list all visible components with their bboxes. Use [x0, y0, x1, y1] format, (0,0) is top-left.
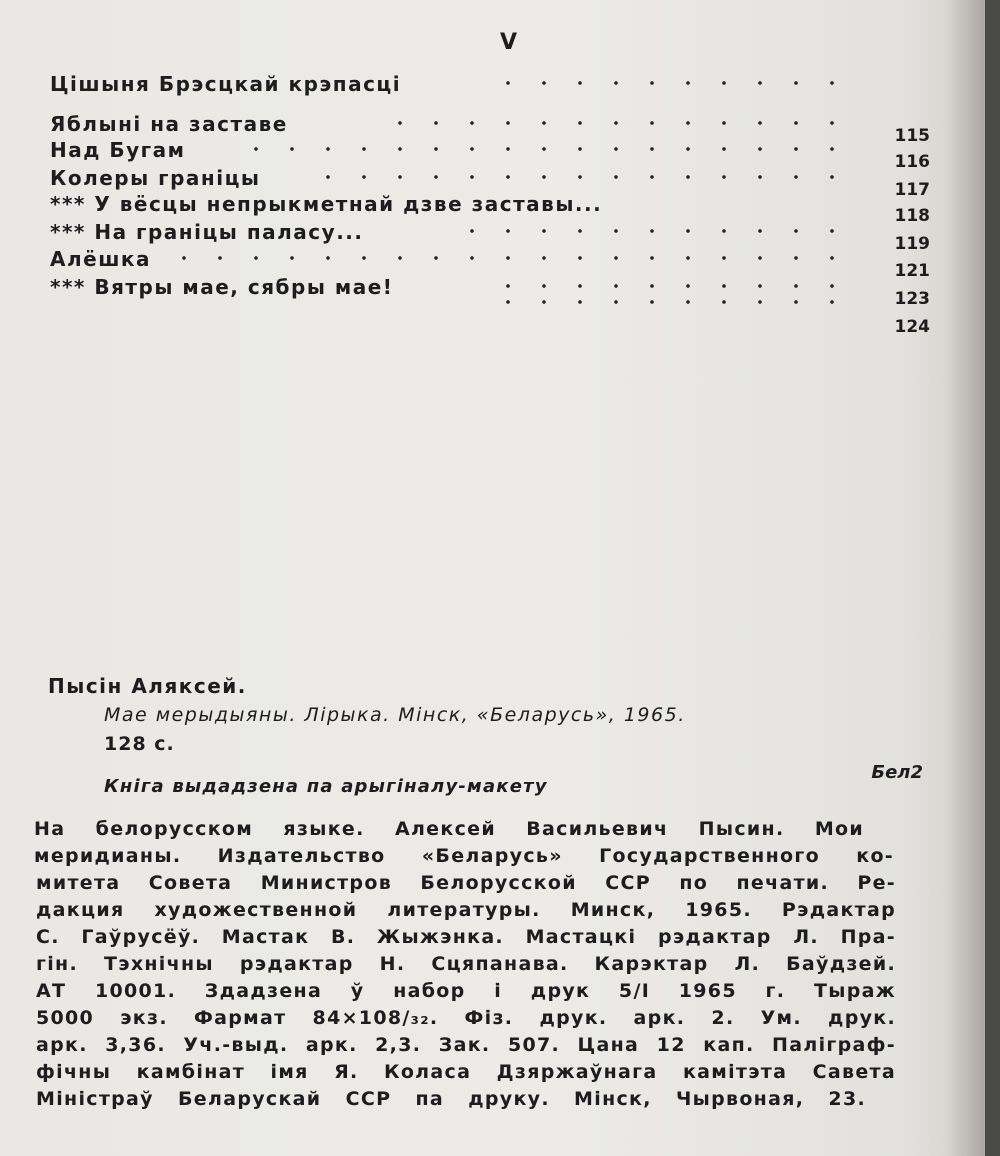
- toc-leader-dots: [470, 228, 850, 234]
- toc-leader-dots: [490, 283, 850, 289]
- toc-entry-page: 119: [894, 234, 930, 254]
- toc-entry-title: *** Вятры мае, сябры мае!: [50, 275, 394, 299]
- toc-entry-page: 115: [894, 126, 930, 146]
- toc-entry: [50, 72, 930, 100]
- toc-entry-page: 116: [894, 152, 930, 172]
- colophon-code: Бел2: [871, 762, 923, 783]
- toc-entry: [50, 166, 930, 200]
- colophon-author: Пысін Аляксей.: [48, 674, 247, 698]
- imprint-line: Міністраў Беларускай ССР па друку. Мінск, Чырвоная, 23.: [36, 1088, 866, 1110]
- toc-leader-dots: [310, 174, 850, 180]
- imprint-line: митета Совета Министров Белорусской ССР по печати. Ре-: [36, 872, 896, 894]
- toc-entry-title: Яблыні на заставе: [50, 112, 288, 136]
- toc-entry: [50, 303, 930, 337]
- toc-entry: [50, 112, 930, 146]
- toc-leader-dots: [390, 120, 850, 126]
- imprint-line: 5000 экз. Фармат 84×108/₃₂. Фіз. друк. арк. 2. Ум. друк.: [36, 1007, 896, 1029]
- toc-entry: [50, 247, 930, 281]
- toc-leader-dots: [490, 299, 850, 305]
- toc-entry-title: *** У вёсцы непрыкметнай дзве заставы...: [50, 192, 603, 216]
- toc-entry-page: 117: [894, 180, 930, 200]
- colophon-book-title: Мае мерыдыяны. Лірыка. Мінск, «Беларусь», 1965.: [104, 704, 686, 726]
- page-edge-shadow: [945, 0, 985, 1156]
- colophon-note: Кніга выдадзена па арыгіналу-макету: [104, 776, 548, 797]
- toc-leader-dots: [250, 146, 850, 152]
- imprint-line: дакция художественной литературы. Минск, 1965. Рэдактар: [36, 899, 896, 921]
- imprint-line: арк. 3,36. Уч.-выд. арк. 2,3. Зак. 507. Цана 12 кап. Паліграф-: [36, 1034, 896, 1056]
- toc-entry-title: Цішыня Брэсцкай крэпасці: [50, 72, 402, 96]
- toc-entry-title: *** На граніцы паласу...: [50, 220, 364, 244]
- imprint-line: С. Гаўрусёў. Мастак В. Жыжэнка. Мастацкі рэдактар Л. Пра-: [36, 926, 896, 948]
- toc-entry-title: Над Бугам: [50, 138, 186, 162]
- section-mark: V: [500, 30, 518, 55]
- toc-entry-page: 121: [894, 261, 930, 281]
- toc-entry-title: Алёшка: [50, 247, 152, 271]
- imprint-line: На белорусском языке. Алексей Васильевич Пысин. Мои: [34, 818, 864, 840]
- imprint-line: гін. Тэхнічны рэдактар Н. Сцяпанава. Карэктар Л. Баўдзей.: [36, 953, 896, 975]
- toc-entry: [50, 138, 930, 172]
- colophon-pages: 128 с.: [104, 733, 175, 755]
- toc-entry-title: Колеры граніцы: [50, 166, 261, 190]
- toc-leader-dots: [500, 80, 850, 86]
- toc-entry: [50, 192, 930, 226]
- toc-leader-dots: [180, 255, 850, 261]
- imprint-line: меридианы. Издательство «Беларусь» Государственного ко-: [34, 845, 894, 867]
- toc-entry: [50, 220, 930, 254]
- imprint-line: АТ 10001. Здадзена ў набор і друк 5/І 1965 г. Тыраж: [36, 980, 896, 1002]
- imprint-line: фічны камбінат імя Я. Коласа Дзяржаўнага камітэта Савета: [36, 1061, 896, 1083]
- toc-entry-page: 123: [894, 289, 930, 309]
- toc-entry-page: 124: [894, 317, 930, 337]
- toc-entry-page: 118: [894, 206, 930, 226]
